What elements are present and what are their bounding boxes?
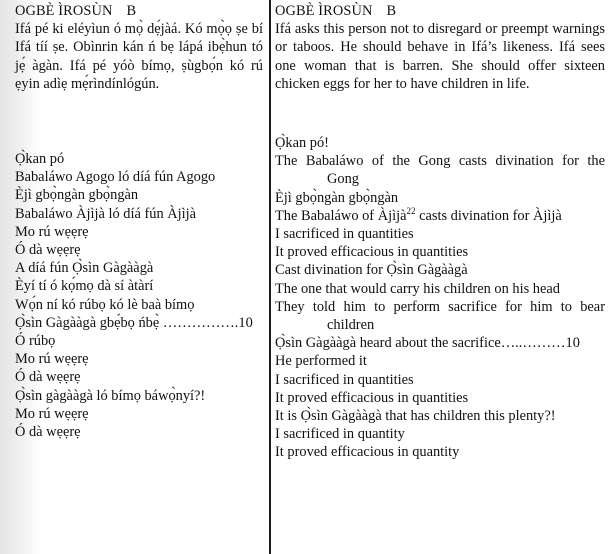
- verse-line: Èjì gbọ̀ngàn gbọ̀ngàn: [15, 187, 139, 204]
- verse-line: Èjì gbọ̀ngàn gbọ̀ngàn: [275, 189, 399, 206]
- verse-line: Mo rú wẹẹrẹ: [15, 351, 89, 368]
- verse-line-numbered: Ọ̀sìn Gàgààgà gbẹ́bọ ńbẹ̀ …………….10: [15, 314, 253, 331]
- english-intro-paragraph: Ifá asks this person not to disregard or preempt warnings or taboos. He should behave in Ifá’s likeness. Ifá sees one woman that is barren. She should offer sixteen chicken eggs for her to have children in life.: [275, 21, 605, 92]
- verse-line: It is Ọ̀sìn Gàgààgà that has children this plenty?!: [275, 408, 556, 425]
- verse-line: A díá fún Ọ̀sìn Gàgààgà: [15, 260, 154, 277]
- heading-tag: B: [126, 3, 137, 19]
- verse-line: Ó dà wẹẹrẹ: [15, 424, 81, 441]
- english-heading: [275, 2, 605, 20]
- verse-line: It proved efficacious in quantities: [275, 389, 469, 406]
- verse-line: Ó rúbọ: [15, 333, 56, 350]
- verse-line: I sacrificed in quantities: [275, 371, 414, 388]
- verse-line: Ó dà wẹẹrẹ: [15, 242, 81, 259]
- verse-line: Ọ̀kan pó!: [275, 135, 329, 152]
- verse-line: Ọ̀kan pó: [15, 151, 65, 168]
- footnote-marker[interactable]: 22: [406, 206, 416, 217]
- verse-line-with-footnote: [275, 207, 605, 225]
- verse-line: The Babaláwo of the Gong casts divination for the: [275, 153, 605, 170]
- verse-line: I sacrificed in quantities: [275, 226, 414, 243]
- verse-line: Ó dà wẹẹrẹ: [15, 369, 81, 386]
- verse-line: Mo rú wẹẹrẹ: [15, 405, 89, 422]
- verse-line: Wọ́n ní kó rúbọ kó lè baà bímọ: [15, 296, 195, 313]
- heading-title: OGBÈ ÌROSÙN: [275, 3, 373, 19]
- english-column: [275, 0, 605, 462]
- verse-line: It proved efficacious in quantity: [275, 444, 460, 461]
- verse-line: It proved efficacious in quantities: [275, 244, 469, 261]
- verse-line: Èyí tí ó kọ́mọ dà sí àtàrí: [15, 278, 154, 295]
- verse-line-continuation: children: [327, 317, 375, 334]
- verse-line: Babaláwo Agogo ló díá fún Agogo: [15, 169, 216, 186]
- yoruba-heading: [15, 2, 263, 20]
- heading-title: OGBÈ ÌROSÙN: [15, 3, 113, 19]
- verse-line: Ọ̀sìn gàgààgà ló bímọ báwọ̀nyí?!: [15, 387, 206, 404]
- verse-line: Mo rú wẹẹrẹ: [15, 223, 89, 240]
- verse-line: I sacrificed in quantity: [275, 426, 405, 443]
- verse-text: The Babaláwo of Àjìjà: [275, 207, 407, 224]
- verse-line: Babaláwo Àjìjà ló díá fún Àjìjà: [15, 205, 197, 222]
- verse-line: Cast divination for Ọ̀sìn Gàgààgà: [275, 262, 468, 279]
- verse-line: They told him to perform sacrifice for him to bear: [275, 298, 605, 315]
- heading-tag: B: [386, 3, 397, 19]
- yoruba-column: [15, 0, 263, 441]
- verse-line-numbered: Ọ̀sìn Gàgààgà heard about the sacrifice…..………10: [275, 335, 580, 352]
- yoruba-verse: [15, 150, 263, 441]
- column-divider: [269, 0, 271, 554]
- verse-line: He performed it: [275, 353, 367, 370]
- english-verse: [275, 134, 605, 462]
- yoruba-intro-paragraph: Ifá pé ki eléyìun ó mọ̀ dẹ́jàá. Kó mọ̀ọ ṣe bí Ifá tíí ṣe. Obìnrin kán ń bẹ lápá ibẹ̀hun tó jẹ́ àgàn. Ifá pé yóò bímọ, ṣùgbọ́n kó rú ẹyin adìẹ mẹ́rìndínlógún.: [15, 21, 263, 92]
- verse-line: The one that would carry his children on his head: [275, 280, 560, 297]
- verse-line-continuation: Gong: [327, 171, 359, 188]
- verse-text: casts divination for Àjìjà: [415, 207, 562, 224]
